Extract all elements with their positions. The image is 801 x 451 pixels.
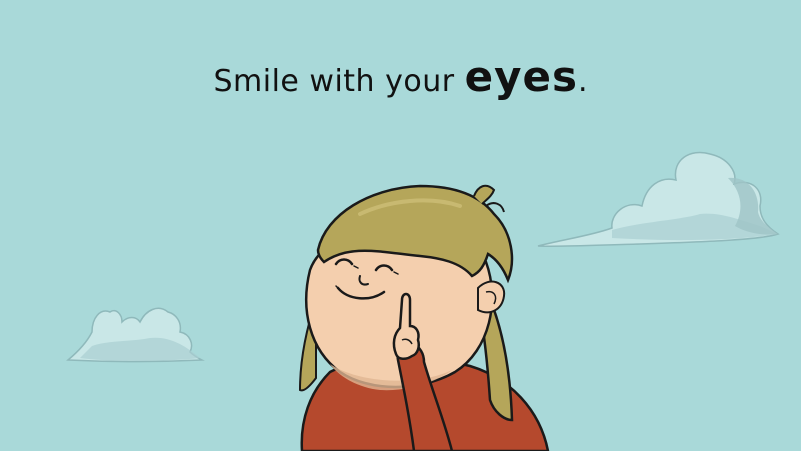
caption-emphasis: eyes — [464, 52, 578, 101]
cloud-left-icon — [68, 308, 202, 361]
cloud-right-icon — [538, 152, 778, 246]
character-illustration — [300, 186, 548, 451]
caption-text: Smile with your — [213, 64, 465, 99]
caption-period: . — [577, 64, 588, 99]
